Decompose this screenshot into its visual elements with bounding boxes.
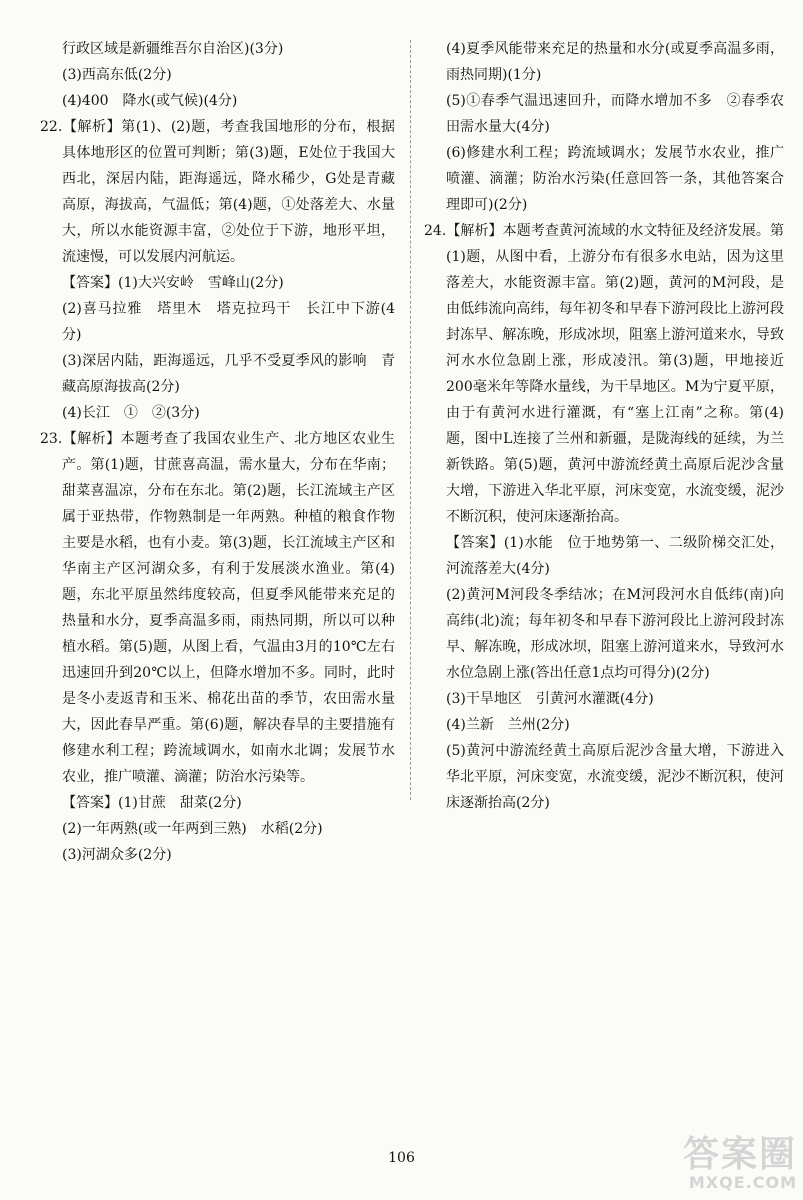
text-paragraph: (4)兰新 兰州(2分) (446, 717, 570, 733)
text-paragraph: 【答案】(1)大兴安岭 雪峰山(2分) (62, 275, 284, 291)
page-number: 106 (388, 1150, 415, 1166)
watermark-url: MXQE.COM (688, 1173, 797, 1192)
column-divider (410, 40, 411, 800)
text-paragraph: (6)修建水利工程；跨流域调水；发展节水农业，推广喷灌、滴灌；防治水污染(任意回答一条，其他答案合理即可)(2分) (446, 145, 784, 213)
text-paragraph: 【答案】(1)水能 位于地势第一、二级阶梯交汇处，河流落差大(4分) (446, 535, 784, 577)
text-paragraph: (3)干旱地区 引黄河水灌溉(4分) (446, 691, 654, 707)
text-paragraph: 【答案】(1)甘蔗 甜菜(2分) (62, 795, 242, 811)
text-paragraph: (2)黄河M河段冬季结冰；在M河段河水自低纬(南)向高纬(北)流；每年初冬和早春下游河段比上游河段封冻早、解冻晚，形成冰坝，阻塞上游河道来水，导致河水水位急剧上涨(答出任意1点均可得分)(2分) (446, 587, 784, 681)
text-paragraph: 行政区域是新疆维吾尔自治区)(3分) (62, 41, 284, 57)
text-paragraph: (2)喜马拉雅 塔里木 塔克拉玛干 长江中下游(4分) (62, 301, 395, 343)
text-paragraph: (5)①春季气温迅速回升，而降水增加不多 ②春季农田需水量大(4分) (446, 93, 784, 135)
text-paragraph: 23.【解析】本题考查了我国农业生产、北方地区农业生产。第(1)题，甘蔗喜高温，需水量大，分布在华南；甜菜喜温凉，分布在东北。第(2)题，长江流域主产区属于亚热带，作物熟制是一年两熟。种植的粮食作物主要是水稻，也有小麦。第(3)题，长江流域主产区和华南主产区河湖众多，有利于发展淡水渔业。第(4)题，东北平原虽然纬度较高，但夏季风能带来充足的热量和水分，夏季高温多雨，雨热同期，所以可以种植水稻。第(5)题，从图上看，气温由3月的10℃左右迅速回升到20℃以上，但降水增加不多。同时，此时是冬小麦返青和玉米、棉花出苗的季节，农田需水量大，因此春旱严重。第(6)题，解决春旱的主要措施有修建水利工程；跨流域调水，如南水北调；发展节水农业，推广喷灌、滴灌；防治水污染等。 (40, 431, 395, 785)
text-paragraph: (4)夏季风能带来充足的热量和水分(或夏季高温多雨，雨热同期)(1分) (446, 41, 784, 83)
right-column (424, 36, 784, 816)
text-paragraph: (3)深居内陆，距海遥远，几乎不受夏季风的影响 青藏高原海拔高(2分) (62, 353, 395, 395)
watermark-text: 答案圈 (682, 1134, 797, 1175)
text-paragraph: 24.【解析】本题考查黄河流域的水文特征及经济发展。第(1)题，从图中看，上游分布有很多水电站，因为这里落差大，水能资源丰富。第(2)题，黄河的M河段，是由低纬流向高纬，每年初冬和早春下游河段比上游河段封冻早、解冻晚，形成冰坝，阻塞上游河道来水，导致河水水位急剧上涨，形成凌汛。第(3)题，甲地接近200毫米年等降水量线，为干旱地区。M为宁夏平原，由于有黄河水进行灌溉，有“塞上江南”之称。第(4)题，图中L连接了兰州和新疆，是陇海线的延续，为兰新铁路。第(5)题，黄河中游流经黄土高原后泥沙含量大增，下游进入华北平原，河床变宽，水流变缓，泥沙不断沉积，使河床逐渐抬高。 (424, 223, 784, 525)
text-paragraph: (3)河湖众多(2分) (62, 847, 172, 863)
text-paragraph: (4)400 降水(或气候)(4分) (62, 93, 238, 109)
text-paragraph: 22.【解析】第(1)、(2)题，考查我国地形的分布，根据具体地形区的位置可判断；第(3)题，E处位于我国大西北，深居内陆，距海遥远，降水稀少，G处是青藏高原，海拔高，气温低；第(4)题，①处落差大、水量大，所以水能资源丰富，②处位于下游，地形平坦，流速慢，可以发展内河航运。 (40, 119, 395, 265)
text-paragraph: (2)一年两熟(或一年两到三熟) 水稻(2分) (62, 821, 323, 837)
text-paragraph: (4)长江 ① ②(3分) (62, 405, 200, 421)
text-paragraph: (5)黄河中游流经黄土高原后泥沙含量大增，下游进入华北平原，河床变宽，水流变缓，泥沙不断沉积，使河床逐渐抬高(2分) (446, 743, 784, 811)
text-paragraph: (3)西高东低(2分) (62, 67, 172, 83)
watermark-logo (647, 1136, 797, 1194)
left-column (40, 36, 395, 868)
